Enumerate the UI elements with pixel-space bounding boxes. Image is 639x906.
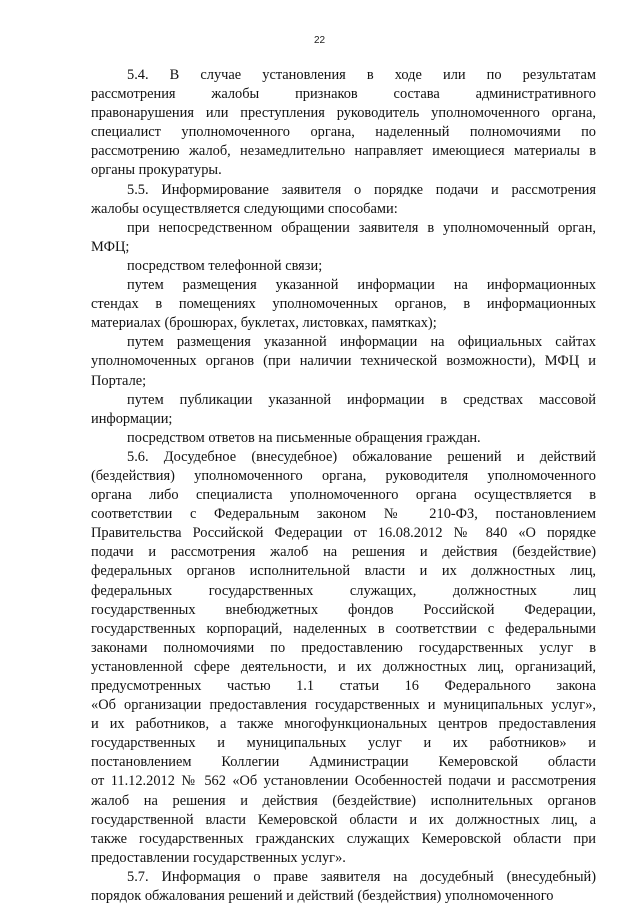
- text-line: государственных и муниципальных услуг и их работников» и: [91, 735, 596, 752]
- text-line: 5.6. Досудебное (внесудебное) обжалование решений и действий: [127, 448, 596, 465]
- text-line: от 11.12.2012 № 562 «Об установлении Особенностей подачи и рассмотрения: [91, 773, 596, 790]
- text-line: органы прокуратуры.: [91, 162, 222, 179]
- page-number: 22: [313, 35, 326, 46]
- text-line: Правительства Российской Федерации от 16.08.2012 № 840 «О порядке: [91, 525, 596, 542]
- text-line: государственных внебюджетных фондов Российской Федерации,: [91, 601, 596, 618]
- text-line: «Об организации предоставления государственных и муниципальных услуг»,: [91, 697, 596, 714]
- text-line: информации;: [91, 410, 173, 427]
- text-line: Портале;: [91, 372, 147, 389]
- text-line: порядок обжалования решений и действий (бездействия) уполномоченного: [91, 888, 554, 905]
- text-line: стендах в помещениях уполномоченных органов, в информационных: [91, 296, 596, 313]
- text-line: предусмотренных частью 1.1 статьи 16 Федерального закона: [91, 678, 596, 694]
- text-line: установленной сфере деятельности, и их должностных лиц, организаций,: [91, 658, 596, 675]
- text-line: при непосредственном обращении заявителя в уполномоченный орган,: [127, 219, 596, 236]
- text-line: органа либо специалиста уполномоченного органа осуществляется в: [91, 487, 596, 504]
- text-line: федеральных органов исполнительной власти и их должностных лиц,: [91, 563, 596, 580]
- text-line: путем размещения указанной информации на информационных: [127, 277, 596, 294]
- text-line: и их работников, а также многофункциональных центров предоставления: [91, 716, 596, 733]
- text-line: жалоб на решения и действия (бездействие) исполнительных органов: [91, 792, 596, 809]
- text-line: рассмотрению жалоб, незамедлительно направляет имеющиеся материалы в: [91, 143, 596, 160]
- text-line: государственной власти Кемеровской области и их должностных лиц, а: [91, 811, 596, 828]
- text-line: специалист уполномоченного органа, наделенный полномочиями по: [91, 124, 596, 141]
- text-line: путем публикации указанной информации в средствах массовой: [127, 391, 596, 408]
- text-line: посредством телефонной связи;: [127, 257, 323, 274]
- text-line: путем размещения указанной информации на официальных сайтах: [127, 334, 596, 351]
- text-line: подачи и рассмотрения жалоб на решения и действия (бездействие): [91, 544, 596, 561]
- text-line: посредством ответов на письменные обращения граждан.: [127, 429, 481, 446]
- text-line: (бездействия) уполномоченного органа, руководителя уполномоченного: [91, 467, 596, 484]
- text-line: соответствии с Федеральным законом № 210-ФЗ, постановлением: [91, 506, 596, 523]
- document-body: [91, 66, 596, 906]
- text-line: рассмотрения жалобы признаков состава административного: [91, 86, 596, 103]
- text-line: федеральных государственных служащих, должностных лиц: [91, 582, 596, 599]
- text-line: 5.5. Информирование заявителя о порядке подачи и рассмотрения: [127, 181, 596, 198]
- text-line: МФЦ;: [91, 238, 130, 255]
- text-line: 5.7. Информация о праве заявителя на досудебный (внесудебный): [127, 868, 596, 885]
- text-line: уполномоченных органов (при наличии технической возможности), МФЦ и: [91, 353, 596, 370]
- text-line: постановлением Коллегии Администрации Кемеровской области: [91, 754, 596, 771]
- text-line: законами полномочиями по предоставлению государственных услуг в: [91, 639, 596, 656]
- text-line: материалах (брошюрах, буклетах, листовках, памятках);: [91, 315, 437, 332]
- text-line: предоставлении государственных услуг».: [91, 849, 346, 866]
- text-line: 5.4. В случае установления в ходе или по результатам: [127, 67, 596, 83]
- text-line: правонарушения или преступления руководитель уполномоченного органа,: [91, 105, 596, 122]
- text-line: жалобы осуществляется следующими способами:: [91, 200, 398, 217]
- text-line: также государственных гражданских служащих Кемеровской области при: [91, 830, 596, 847]
- text-line: государственных корпораций, наделенных в соответствии с федеральными: [91, 620, 596, 637]
